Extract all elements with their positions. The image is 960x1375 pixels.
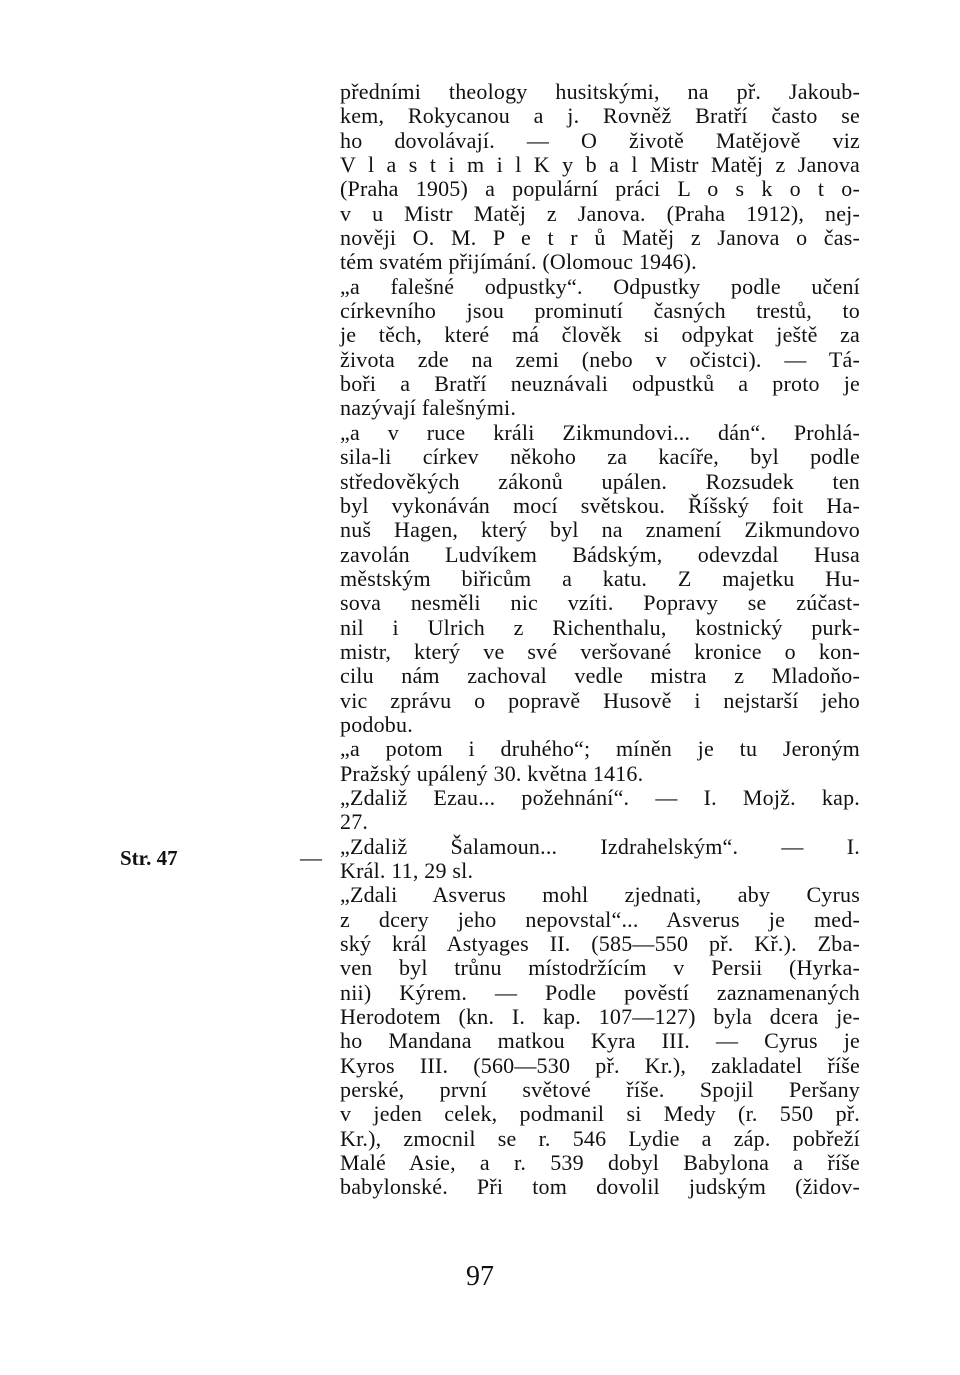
page-reference-note: Str. 47 [120,846,178,870]
text-line: 27. [340,809,369,835]
text-line: Malé Asie, a r. 539 dobyl Babylona a říše [340,1150,860,1176]
text-line: Kr.), zmocnil se r. 546 Lydie a záp. pobřeží [340,1125,860,1151]
text-line: z dcery jeho nepovstal“... Asverus je med- [340,906,860,932]
text-line: městským biřicům a katu. Z majetku Hu- [340,565,860,591]
text-line: babylonské. Při tom dovolil judským (židov- [340,1174,860,1200]
text-line: cilu nám zachoval vedle mistra z Mladoňo- [340,663,860,689]
page-number: 97 [466,1261,494,1292]
text-line: podobu. [340,711,413,737]
text-line: sova nesměli nic vzíti. Popravy se zúčast- [340,590,860,616]
margin-dash: — [300,845,322,870]
text-line: „a potom i druhého“; míněn je tu Jeroným [340,736,860,762]
text-line: Pražský upálený 30. května 1416. [340,760,644,786]
text-line: „Zdaliž Šalamoun... Izdrahelským“. — I. [340,833,860,859]
text-line: Král. 11, 29 sl. [340,858,474,883]
text-line: boři a Bratří neuznávali odpustků a proto je [340,371,860,397]
text-line: ský král Astyages II. (585—550 př. Kř.). Zba- [340,931,860,957]
text-line: v u Mistr Matěj z Janova. (Praha 1912), nej- [340,200,860,226]
text-line: Kyros III. (560—530 př. Kr.), zakladatel říše [340,1052,860,1078]
text-line: tém svatém přijímání. (Olomouc 1946). [340,249,697,275]
text-line: „Zdaliž Ezau... požehnání“. — I. Mojž. kap. [340,784,860,810]
text-line: „a v ruce králi Zikmundovi... dán“. Prohlá- [340,419,860,445]
text-line: církevního jsou prominutí časných trestů, to [340,298,860,324]
text-line: Herodotem (kn. I. kap. 107—127) byla dcera je- [340,1004,860,1030]
notes-text-column [340,80,860,1200]
text-line: „a falešné odpustky“. Odpustky podle učení [340,273,860,299]
text-line: nověji O. M. P e t r ů Matěj z Janova o čas- [340,225,860,251]
text-line: mistr, který ve své veršované kronice o kon- [340,638,860,664]
text-line: nazývají falešnými. [340,395,517,421]
text-line: ho Mandana matkou Kyra III. — Cyrus je [340,1028,860,1054]
text-line: nuš Hagen, který byl na znamení Zikmundovo [340,517,860,543]
text-line: zavolán Ludvíkem Bádským, odevzdal Husa [340,541,860,567]
text-line: nii) Kýrem. — Podle pověstí zaznamenaných [340,979,860,1005]
text-line: kem, Rokycanou a j. Rovněž Bratří často se [340,103,860,129]
text-line: života zde na zemi (nebo v očistci). — Tá- [340,346,860,372]
text-line: středověkých zákonů upálen. Rozsudek ten [340,468,860,494]
text-line: vic zprávu o popravě Husově i nejstarší jeho [340,687,860,713]
text-line: ho dovolávají. — O životě Matějově viz [340,127,860,153]
text-line: v jeden celek, podmanil si Medy (r. 550 př. [340,1101,860,1127]
text-line: (Praha 1905) a populární práci L o s k o t o- [340,176,860,202]
text-line: je těch, které má člověk si odpykat ještě za [340,322,860,348]
text-line: „Zdali Asverus mohl zjednati, aby Cyrus [340,882,860,908]
text-line: perské, první světové říše. Spojil Peršany [340,1077,860,1103]
text-line: předními theology husitskými, na př. Jakoub- [340,79,860,104]
text-line: nil i Ulrich z Richenthalu, kostnický purk- [340,614,860,640]
text-line: V l a s t i m i l K y b a l Mistr Matěj z Janova [340,152,860,178]
text-line: sila-li církev někoho za kacíře, byl podle [340,444,860,470]
text-line: byl vykonáván mocí světskou. Říšský foit Ha- [340,492,860,518]
text-line: ven byl trůnu místodržícím v Persii (Hyrka- [340,955,860,981]
